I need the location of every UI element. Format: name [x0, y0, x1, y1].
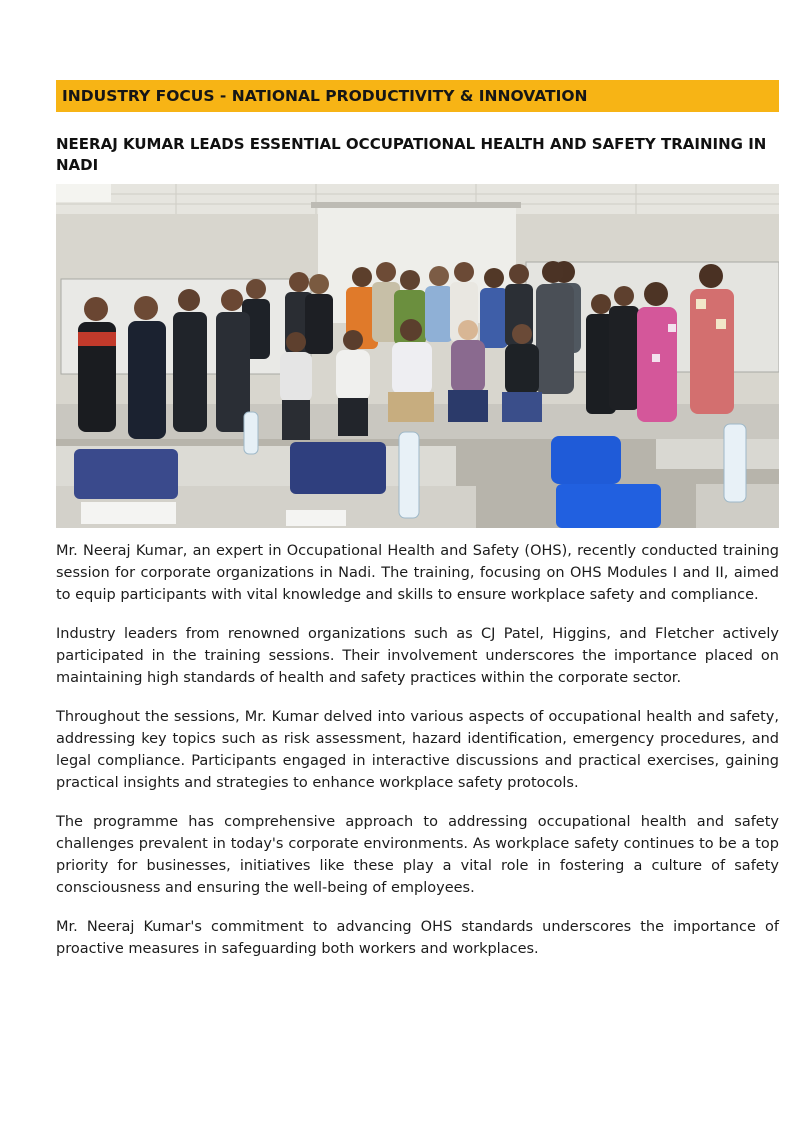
paragraph: Mr. Neeraj Kumar's commitment to advancing OHS standards underscores the importance of proactive measures in safeguarding both workers and workplaces. [56, 919, 779, 957]
paragraph: The programme has comprehensive approach to addressing occupational health and safety challenges prevalent in today's corporate environments. As workplace safety continues to be a top priority for businesses, initiatives like these play a vital role in fostering a culture of safety consciousness and ensuring the well-being of employees. [56, 814, 779, 896]
article-body [56, 540, 779, 977]
group-photo [56, 184, 779, 528]
article-headline: NEERAJ KUMAR LEADS ESSENTIAL OCCUPATIONAL HEALTH AND SAFETY TRAINING IN NADI [56, 135, 767, 174]
section-label: INDUSTRY FOCUS - NATIONAL PRODUCTIVITY & INNOVATION [62, 87, 588, 105]
section-banner [56, 80, 779, 112]
paragraph: Mr. Neeraj Kumar, an expert in Occupational Health and Safety (OHS), recently conducted training session for corporate organizations in Nadi. The training, focusing on OHS Modules I and II, aimed to equip participants with vital knowledge and skills to ensure workplace safety and compliance. [56, 543, 779, 603]
paragraph: Throughout the sessions, Mr. Kumar delved into various aspects of occupational health and safety, addressing key topics such as risk assessment, hazard identification, emergency procedures, and legal compliance. Participants engaged in interactive discussions and practical exercises, gaining practical insights and strategies to enhance workplace safety protocols. [56, 709, 779, 791]
paragraph: Industry leaders from renowned organizations such as CJ Patel, Higgins, and Fletcher actively participated in the training sessions. Their involvement underscores the importance placed on maintaining high standards of health and safety practices within the corporate sector. [56, 626, 779, 686]
